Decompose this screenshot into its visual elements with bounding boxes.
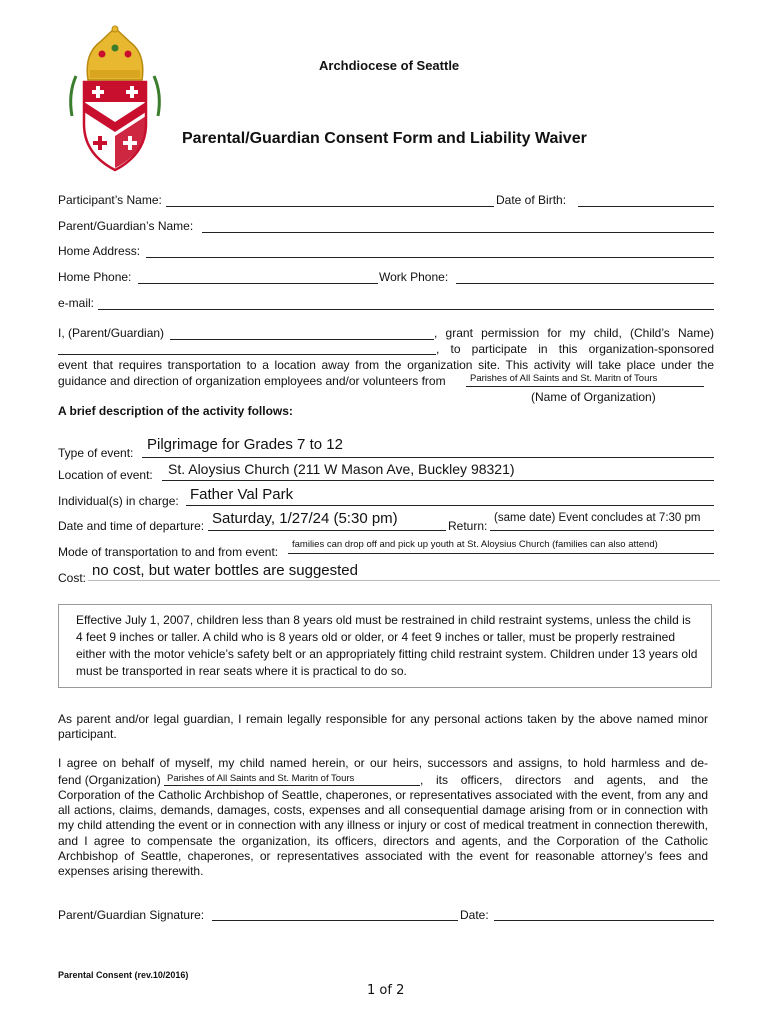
waiver-organization-label: fend (Organization) bbox=[58, 773, 161, 787]
waiver-organization-field[interactable] bbox=[164, 785, 420, 786]
event-location-field[interactable] bbox=[162, 480, 714, 481]
email-label: e-mail: bbox=[58, 296, 95, 310]
return-value: (same date) Event concludes at 7:30 pm bbox=[494, 512, 701, 524]
permission-line1-tail: , grant permission for my child, (Child’s Name) bbox=[434, 326, 714, 340]
participant-name-label: Participant’s Name: bbox=[58, 193, 162, 207]
waiver-organization-value: Parishes of All Saints and St. Maritn of Tours bbox=[167, 773, 355, 784]
home-phone-field[interactable] bbox=[138, 283, 378, 284]
page-number: 1 of 2 bbox=[367, 983, 405, 998]
in-charge-label: Individual(s) in charge: bbox=[58, 494, 179, 508]
event-type-field[interactable] bbox=[142, 457, 714, 458]
parent-name-field[interactable] bbox=[202, 232, 714, 233]
transport-field[interactable] bbox=[288, 553, 714, 554]
in-charge-value: Father Val Park bbox=[190, 486, 294, 503]
organization-name: Archdiocese of Seattle bbox=[319, 58, 460, 73]
permission-line2-tail: , to participate in this organization-sponsored bbox=[436, 342, 714, 356]
permission-line3: event that requires transportation to a location away from the organization site. This activity will take place under the bbox=[58, 358, 714, 372]
organization-value: Parishes of All Saints and St. Maritn of Tours bbox=[470, 373, 658, 384]
cost-label: Cost: bbox=[58, 571, 87, 585]
page-title: Parental/Guardian Consent Form and Liability Waiver bbox=[182, 130, 587, 147]
home-phone-label: Home Phone: bbox=[58, 270, 132, 284]
cost-field[interactable] bbox=[88, 580, 720, 581]
organization-caption: (Name of Organization) bbox=[531, 390, 656, 404]
archdiocese-crest-icon bbox=[66, 24, 164, 174]
cost-value: no cost, but water bottles are suggested bbox=[92, 562, 358, 579]
departure-label: Date and time of departure: bbox=[58, 519, 205, 533]
form-revision: Parental Consent (rev.10/2016) bbox=[58, 970, 189, 980]
date-of-birth-label: Date of Birth: bbox=[496, 193, 567, 207]
child-restraint-notice bbox=[58, 604, 712, 688]
permission-line4: guidance and direction of organization employees and/or volunteers from bbox=[58, 374, 446, 388]
signature-date-field[interactable] bbox=[494, 920, 714, 921]
parent-name-label: Parent/Guardian’s Name: bbox=[58, 219, 194, 233]
signature-field[interactable] bbox=[212, 920, 458, 921]
departure-field[interactable] bbox=[208, 530, 446, 531]
waiver-paragraph: Corporation of the Catholic Archbishop of Seattle, chaperones, or representatives associated with the event, from any and all actions, claims, demands, damages, costs, expenses and all consequential damage arising from or in connection with my child attending the event or in connection with any illness or injury or cost of medical treatment in connection therewith, and I agree to compensate the organization, its officers, directors and agents, and the Corporation of the Catholic Archbishop of Seattle, chaperones, or representatives associated with the event for reasonable attorney’s fees and expenses arising therewith. bbox=[58, 788, 708, 879]
event-type-label: Type of event: bbox=[58, 446, 134, 460]
home-address-label: Home Address: bbox=[58, 244, 141, 258]
activity-heading: A brief description of the activity follows: bbox=[58, 404, 293, 418]
organization-field[interactable] bbox=[466, 386, 704, 387]
home-address-field[interactable] bbox=[146, 257, 714, 258]
signature-date-label: Date: bbox=[460, 908, 489, 922]
signature-label: Parent/Guardian Signature: bbox=[58, 908, 205, 922]
departure-value: Saturday, 1/27/24 (5:30 pm) bbox=[212, 510, 398, 527]
parent-guardian-field[interactable] bbox=[170, 339, 434, 340]
email-field[interactable] bbox=[98, 309, 714, 310]
date-of-birth-field[interactable] bbox=[578, 206, 714, 207]
return-label: Return: bbox=[448, 519, 488, 533]
work-phone-field[interactable] bbox=[456, 283, 714, 284]
transport-value: families can drop off and pick up youth at St. Aloysius Church (families can also attend) bbox=[292, 539, 658, 550]
transport-label: Mode of transportation to and from event: bbox=[58, 545, 279, 559]
responsibility-paragraph: As parent and/or legal guardian, I remain legally responsible for any personal actions taken by the above named minor participant. bbox=[58, 712, 708, 742]
event-location-value: St. Aloysius Church (211 W Mason Ave, Buckley 98321) bbox=[168, 461, 515, 477]
return-field[interactable] bbox=[490, 530, 714, 531]
child-name-field[interactable] bbox=[58, 354, 436, 355]
parent-guardian-label: I, (Parent/Guardian) bbox=[58, 326, 165, 340]
event-location-label: Location of event: bbox=[58, 468, 153, 482]
work-phone-label: Work Phone: bbox=[379, 270, 449, 284]
in-charge-field[interactable] bbox=[186, 505, 714, 506]
waiver-line1: I agree on behalf of myself, my child named herein, or our heirs, successors and assigns, to hold harmless and de- bbox=[58, 756, 708, 770]
participant-name-field[interactable] bbox=[166, 206, 494, 207]
notice-text: Effective July 1, 2007, children less than 8 years old must be restrained in child restraint systems, unless the child is 4 feet 9 inches or taller. A child who is 8 years old or older, or 4 feet 9 inches or taller, must be properly restrained either with the motor vehicle’s safety belt or an appropriately fitting child restraint system. Children under 13 years old must be transported in rear seats where it is practical to do so. bbox=[76, 613, 698, 678]
event-type-value: Pilgrimage for Grades 7 to 12 bbox=[147, 436, 343, 453]
waiver-line2-tail: , its officers, directors and agents, and the bbox=[420, 773, 708, 787]
